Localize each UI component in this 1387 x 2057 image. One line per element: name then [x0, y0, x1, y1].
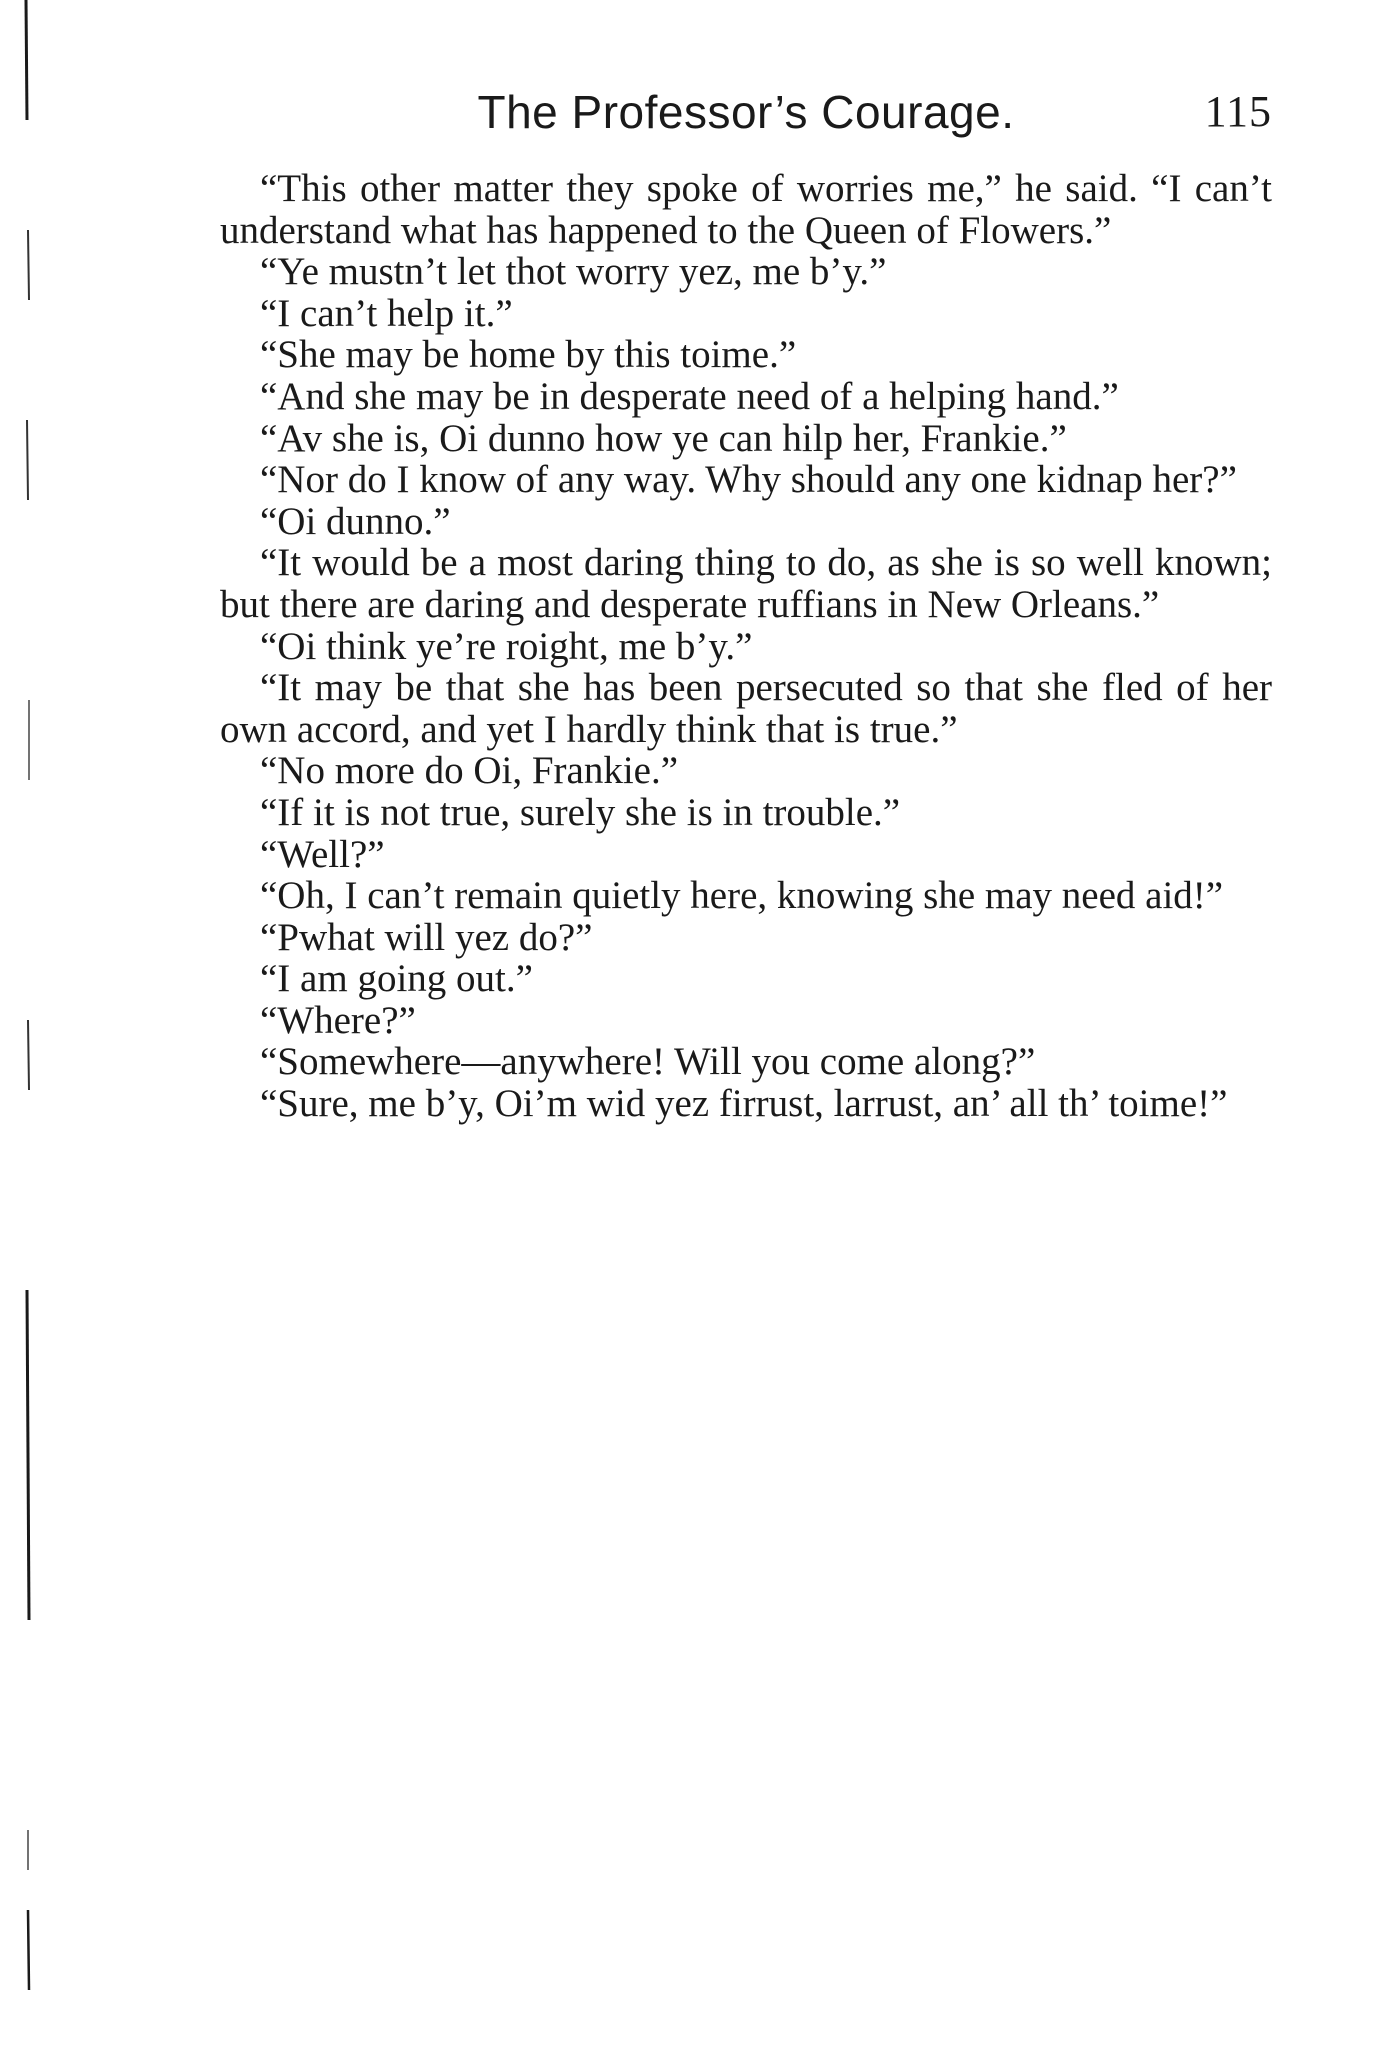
page-header — [220, 82, 1272, 152]
running-head: The Professor’s Courage. — [477, 86, 1015, 138]
paragraph: “Oh, I can’t remain quietly here, knowing she may need aid!” — [260, 874, 1224, 918]
paragraph: “No more do Oi, Frankie.” — [260, 749, 679, 793]
paragraph: “Somewhere—anywhere! Will you come along?” — [260, 1040, 1036, 1084]
binding-gutter-marks — [18, 0, 40, 2057]
paragraph: “It may be that she has been persecuted so that she fled of her own accord, and yet I hardly think that is true.” — [220, 666, 1272, 751]
paragraph: “Oi dunno.” — [260, 499, 451, 543]
body-text — [220, 168, 1272, 1125]
paragraph: “If it is not true, surely she is in trouble.” — [260, 790, 901, 834]
paragraph: “It would be a most daring thing to do, as she is so well known; but there are daring and desperate ruffians in New Orleans.” — [220, 541, 1272, 626]
paragraph: “Nor do I know of any way. Why should any one kidnap her?” — [260, 458, 1237, 502]
paragraph: “Well?” — [260, 832, 385, 876]
paragraph: “And she may be in desperate need of a helping hand.” — [260, 374, 1119, 418]
paragraph: “Sure, me b’y, Oi’m wid yez firrust, larrust, an’ all th’ toime!” — [260, 1082, 1228, 1126]
paragraph: “I can’t help it.” — [260, 291, 513, 335]
paragraph: “Oi think ye’re roight, me b’y.” — [260, 624, 753, 668]
paragraph: “I am going out.” — [260, 957, 533, 1001]
paragraph: “Ye mustn’t let thot worry yez, me b’y.” — [260, 250, 887, 294]
page-number: 115 — [1204, 87, 1272, 136]
paragraph: “Pwhat will yez do?” — [260, 915, 593, 959]
paragraph: “She may be home by this toime.” — [260, 333, 797, 377]
paragraph: “Av she is, Oi dunno how ye can hilp her, Frankie.” — [260, 416, 1067, 460]
paragraph: “This other matter they spoke of worries me,” he said. “I can’t understand what has happened to the Queen of Flowers.” — [220, 167, 1272, 252]
paragraph: “Where?” — [260, 998, 416, 1042]
